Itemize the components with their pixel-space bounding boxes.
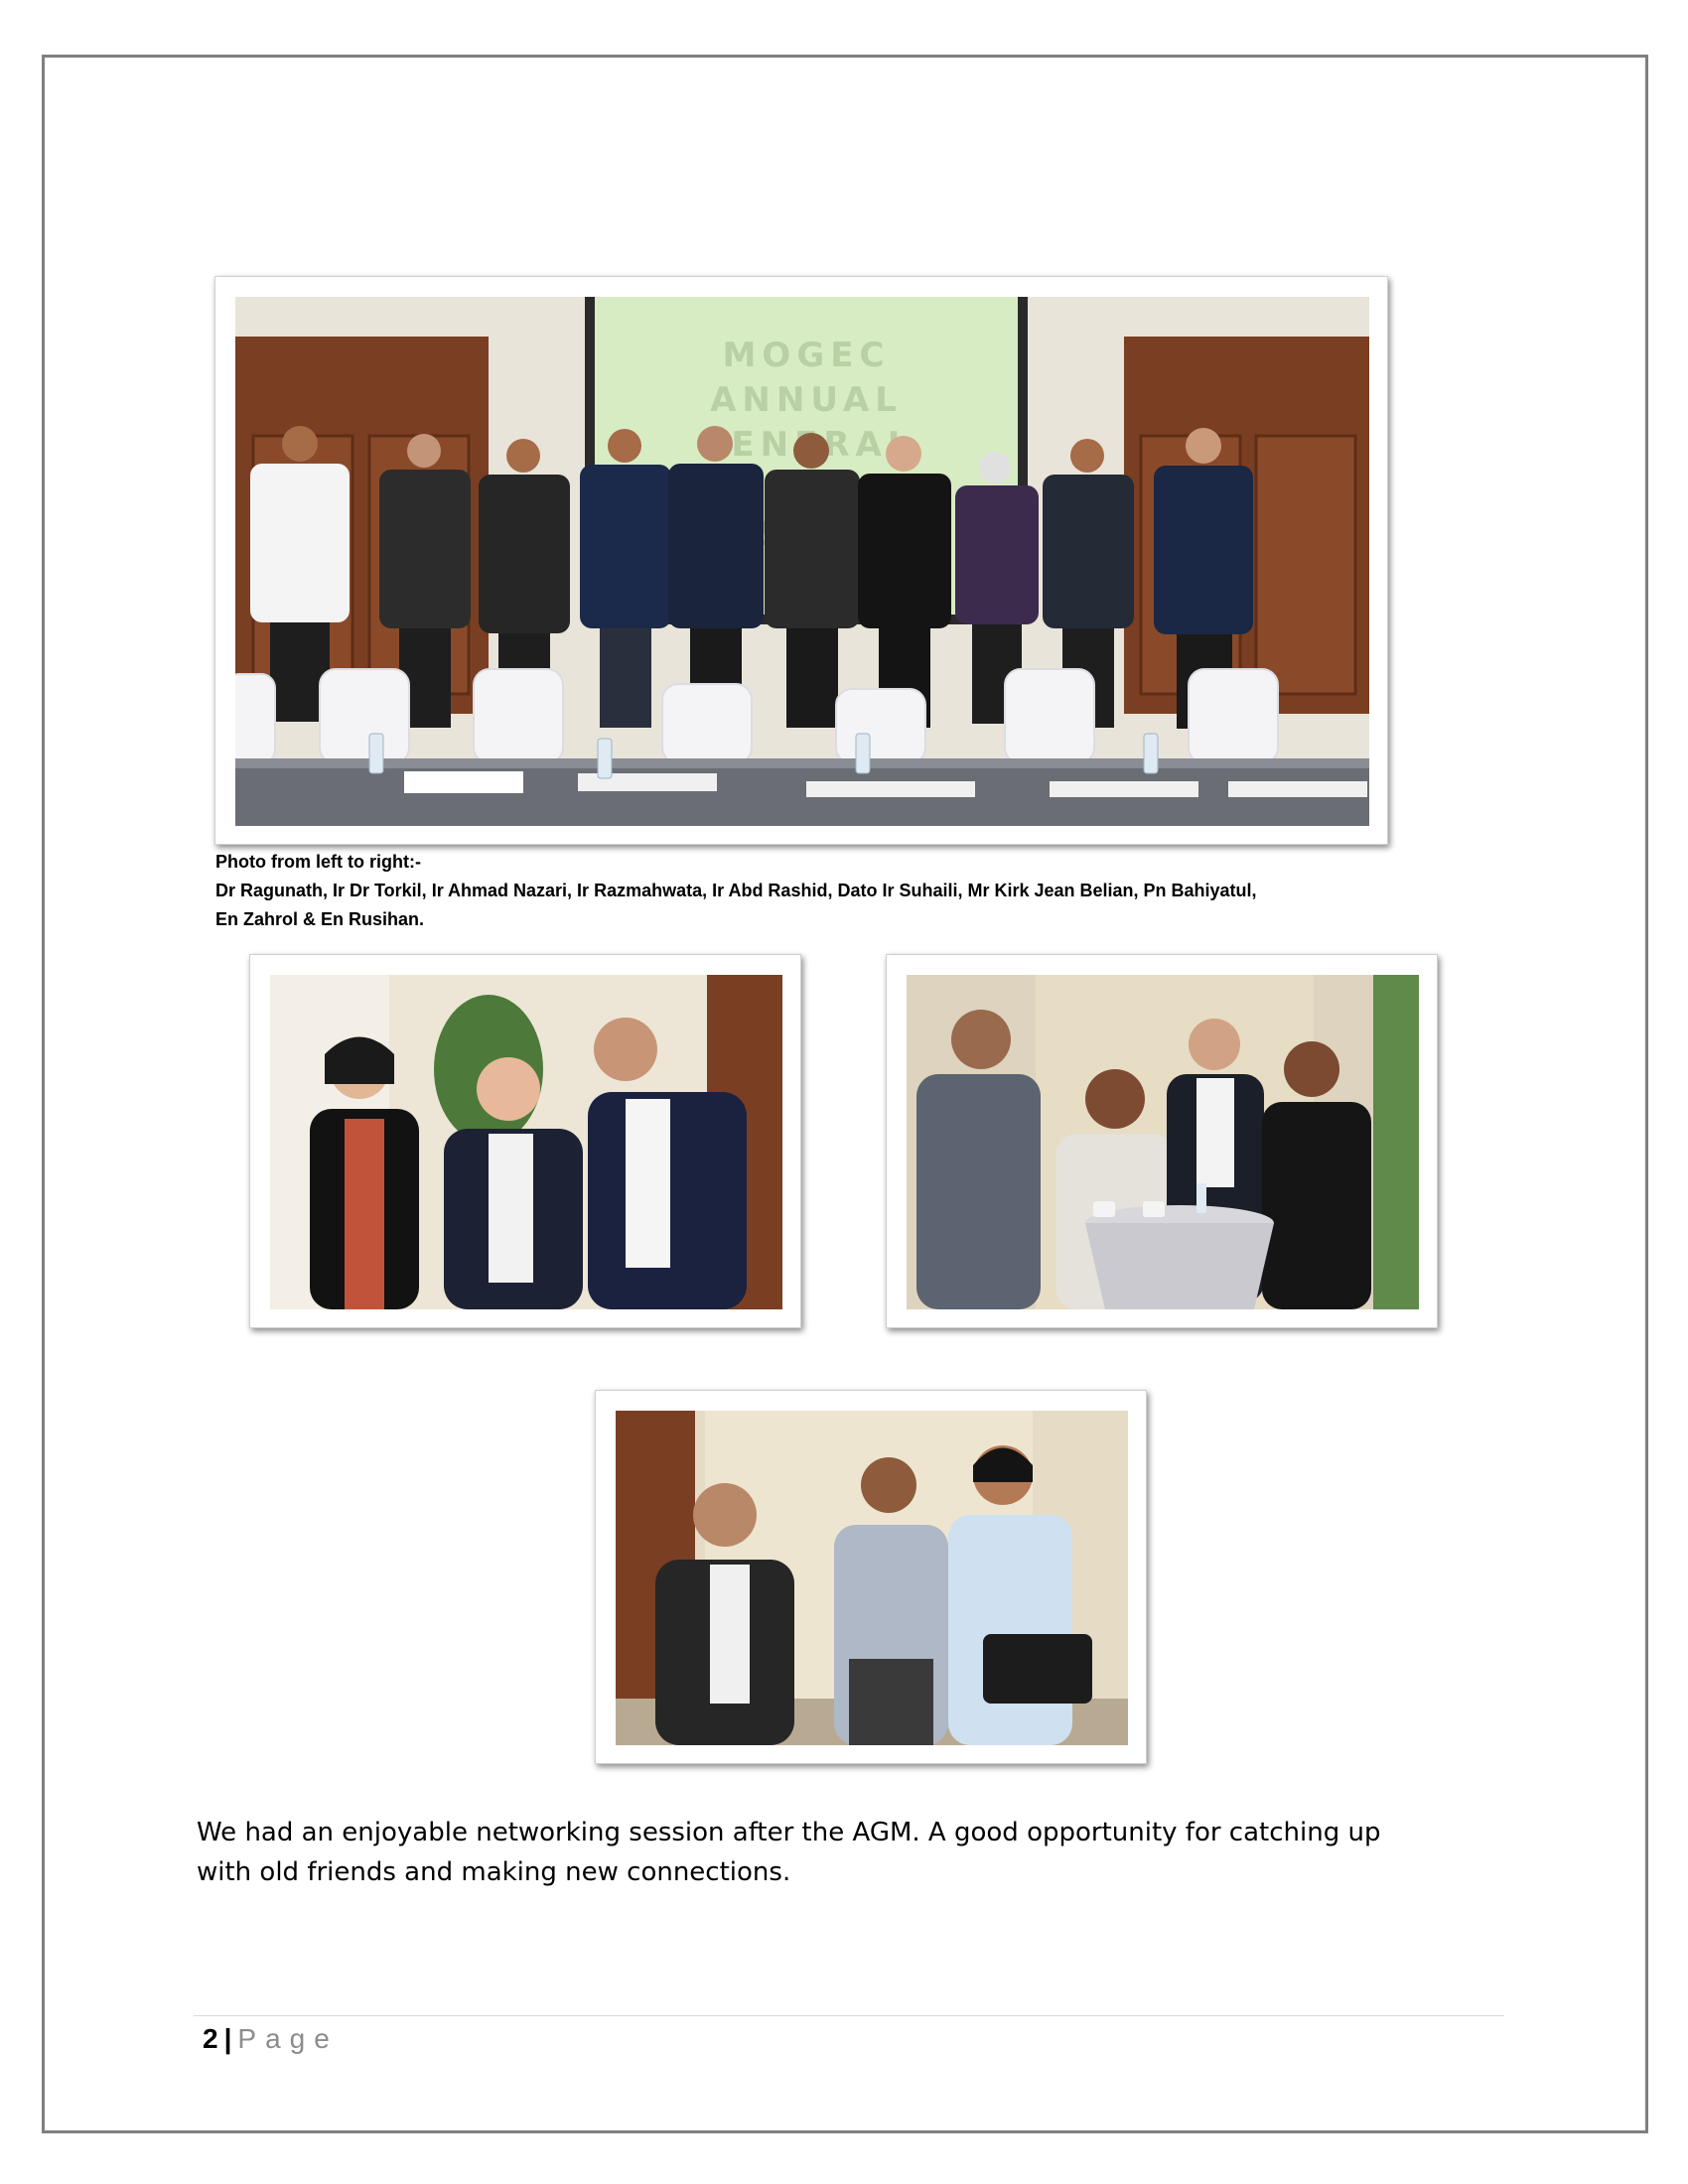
body-line-1: We had an enjoyable networking session after the AGM. A good opportunity for catching up (197, 1818, 1381, 1847)
page-label: Page (237, 2023, 339, 2054)
networking-photo-3 (595, 1390, 1147, 1764)
body-paragraph (197, 1813, 1487, 1892)
screen-text-line-1: MOGEC (722, 336, 891, 375)
page-footer (203, 2021, 339, 2057)
networking-photo-3-image (616, 1411, 1128, 1745)
footer-separator: | (223, 2023, 232, 2054)
group-photo (214, 276, 1388, 845)
networking-photo-2 (886, 954, 1438, 1328)
photo-caption (215, 848, 1407, 934)
group-photo-image (235, 297, 1369, 826)
page-number: 2 (203, 2023, 218, 2054)
networking-photo-1-image (270, 975, 782, 1309)
screen-text-line-2: ANNUAL (710, 380, 903, 420)
caption-line-2: En Zahrol & En Rusihan. (215, 909, 425, 929)
caption-line-1: Dr Ragunath, Ir Dr Torkil, Ir Ahmad Nazari, Ir Razmahwata, Ir Abd Rashid, Dato Ir Suhaili, Mr Kirk Jean Belian, Pn Bahiyatul, (215, 881, 1257, 900)
body-line-2: with old friends and making new connections. (197, 1857, 791, 1887)
networking-photo-2-image (907, 975, 1419, 1309)
networking-photo-1 (249, 954, 801, 1328)
caption-heading: Photo from left to right:- (215, 852, 421, 872)
footer-divider (194, 2015, 1504, 2016)
